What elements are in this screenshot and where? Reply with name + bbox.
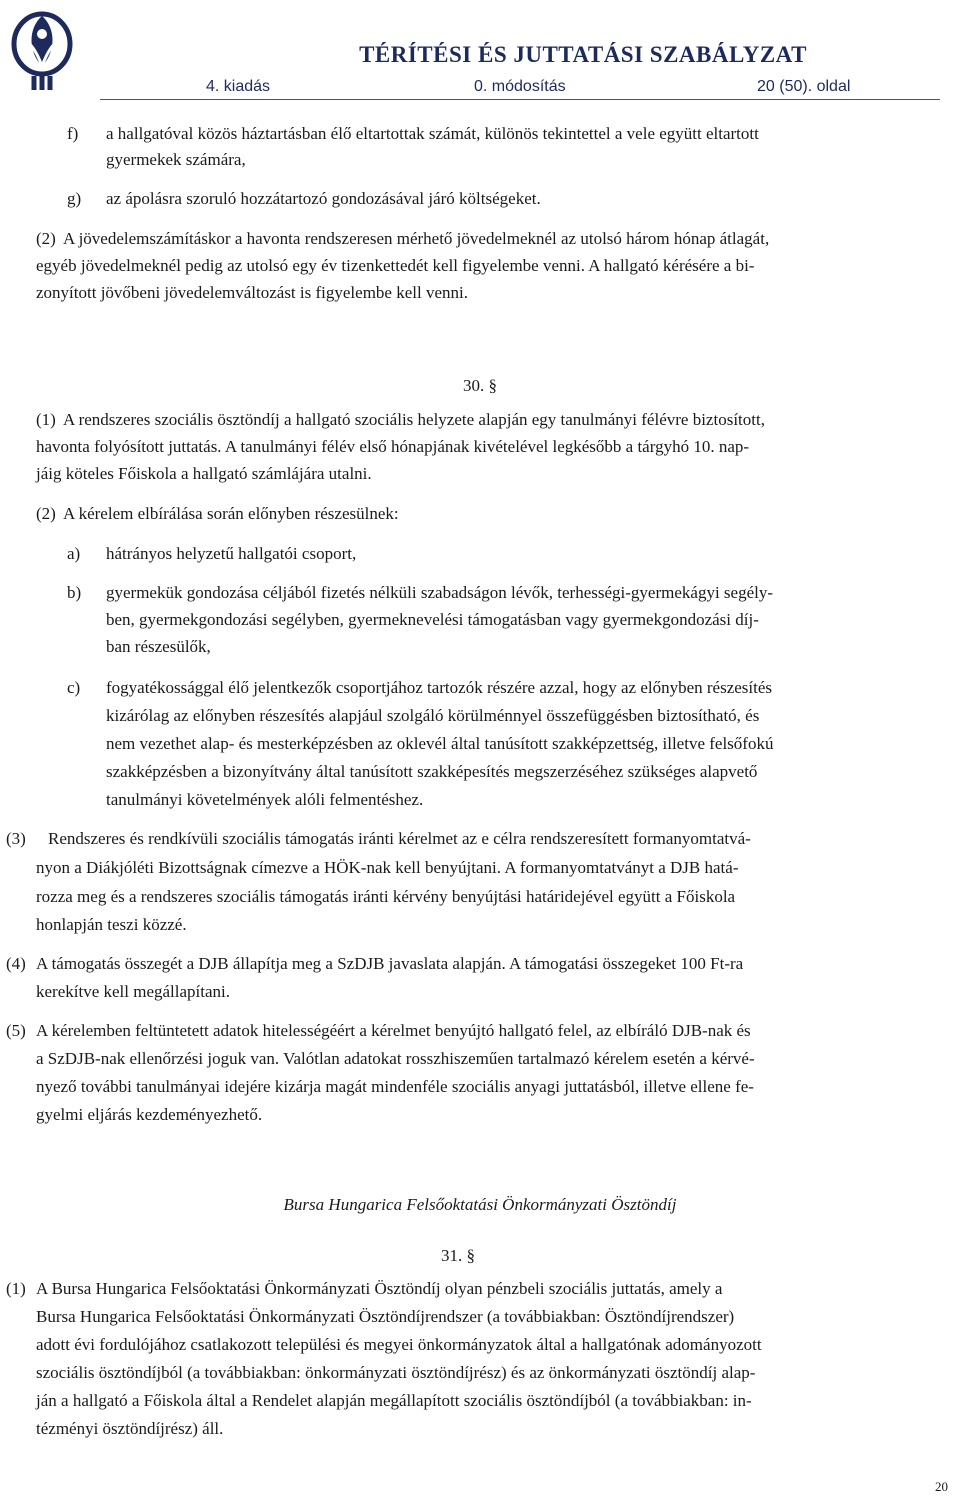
paragraph-text: gyelmi eljárás kezdeményezhető. [36,1105,263,1124]
list-item-text: az ápolásra szoruló hozzátartozó gondozásával járó költségeket. [106,189,541,208]
institution-logo [6,6,78,92]
edition-label: 4. kiadás [206,78,271,95]
modification-label: 0. módosítás [474,78,566,95]
section-heading: 31. § [441,1246,475,1265]
paragraph-text: A kérelem elbírálása során előnyben részesülnek: [63,504,399,523]
paragraph-text: zonyított jövőbeni jövedelemváltozást is figyelembe kell venni. [36,283,468,302]
paragraph-text: a SzDJB-nak ellenőrzési joguk van. Valótlan adatokat rosszhiszeműen tartalmazó kérelem esetén a kérvé- [36,1049,755,1068]
paragraph-text: A kérelemben feltüntetett adatok hitelességéért a kérelmet benyújtó hallgató felel, az elbíráló DJB-nak és [36,1021,751,1040]
paragraph-label: (2) [36,504,56,523]
paragraph-label: (3) [6,829,26,848]
list-item-text: a hallgatóval közös háztartásban élő eltartottak számát, különös tekintettel a vele együtt eltartott [106,124,759,143]
paragraph-text: A rendszeres szociális ösztöndíj a hallgató szociális helyzete alapján egy tanulmányi félévre biztosított, [63,410,765,429]
paragraph-text: egyéb jövedelmeknél pedig az utolsó egy év tizenkettedét kell figyelembe venni. A hallgató kérésére a bi- [36,256,755,275]
list-label: f) [67,124,79,143]
paragraph-text: honlapján teszi közzé. [36,915,187,934]
list-item-text: ban részesülők, [106,637,211,656]
paragraph-text: A jövedelemszámításkor a havonta rendszeresen mérhető jövedelmeknél az utolsó három hónap átlagát, [63,229,770,248]
list-item-text: kizárólag az előnyben részesítés alapjául szolgáló körülménnyel összefüggésben biztosítható, és [106,706,760,725]
page-number: 20 [935,1479,948,1494]
paragraph-text: A támogatás összegét a DJB állapítja meg a SzDJB javaslata alapján. A támogatási összegeket 100 Ft-ra [36,954,744,973]
paragraph-text: szociális ösztöndíjból (a továbbiakban: önkormányzati ösztöndíjrész) és az önkormányzati ösztöndíj alap- [36,1363,756,1382]
list-item-text: nem vezethet alap- és mesterképzésben az oklevél által tanúsított szakképzettség, illetve felsőfokú [106,734,774,753]
section-subtitle: Bursa Hungarica Felsőoktatási Önkormányzati Ösztöndíj [283,1195,677,1214]
page-indicator: 20 (50). oldal [757,78,851,95]
paragraph-text: A Bursa Hungarica Felsőoktatási Önkormányzati Ösztöndíj olyan pénzbeli szociális juttatás, amely a [36,1279,723,1298]
paragraph-text: ján a hallgató a Főiskola által a Rendelet alapján megállapított szociális ösztöndíjból (a továbbiakban: in- [36,1391,752,1410]
list-label: g) [67,189,82,208]
list-item-text: ben, gyermekgondozási segélyben, gyermeknevelési támogatásban vagy gyermekgondozási díj- [106,610,759,629]
paragraph-text: jáig köteles Főiskola a hallgató számlájára utalni. [36,464,372,483]
paragraph-text: havonta folyósított juttatás. A tanulmányi félév első hónapjának kivételével legkésőbb a tárgyhó 10. nap- [36,437,750,456]
logo-emblem-icon [6,6,78,92]
paragraph-label: (1) [36,410,56,429]
list-item-text: hátrányos helyzetű hallgatói csoport, [106,544,357,563]
paragraph-text: kerekítve kell megállapítani. [36,982,231,1001]
document-title: TÉRÍTÉSI ÉS JUTTATÁSI SZABÁLYZAT [359,42,807,67]
list-label: a) [67,544,81,563]
paragraph-text: Bursa Hungarica Felsőoktatási Önkormányzati Ösztöndíjrendszer (a továbbiakban: Ösztöndíjrendszer) [36,1307,735,1326]
list-item-text: gyermekek számára, [106,150,246,169]
paragraph-text: nyon a Diákjóléti Bizottságnak címezve a HÖK-nak kell benyújtani. A formanyomtatványt a DJB hatá- [36,858,739,877]
paragraph-text: Rendszeres és rendkívüli szociális támogatás iránti kérelmet az e célra rendszeresített formanyomtatvá- [48,829,751,848]
paragraph-label: (2) [36,229,56,248]
list-item-text: szakképzésben a bizonyítvány által tanúsított szakképesítés megszerzéséhez szükséges alapvető [106,762,758,781]
list-label: b) [67,583,82,602]
list-label: c) [67,678,81,697]
list-item-text: gyermekük gondozása céljából fizetés nélküli szabadságon lévők, terhességi-gyermekágyi segély- [106,583,774,602]
paragraph-label: (5) [6,1021,26,1040]
list-item-text: fogyatékossággal élő jelentkezők csoportjához tartozók részére azzal, hogy az előnyben részesítés [106,678,773,697]
header-divider [100,99,940,100]
paragraph-label: (4) [6,954,26,973]
list-item-text: tanulmányi követelmények alóli felmentéshez. [106,790,424,809]
paragraph-text: rozza meg és a rendszeres szociális támogatás iránti kérvény benyújtási határidejével együtt a Főiskola [36,887,736,906]
paragraph-text: nyező további tanulmányai idejére kizárja magát mindenféle szociális anyagi juttatásból, illetve ellene fe- [36,1077,754,1096]
paragraph-text: adott évi fordulójához csatlakozott települési és megyei önkormányzatok által a hallgatónak adományozott [36,1335,762,1354]
paragraph-label: (1) [6,1279,26,1298]
paragraph-text: tézményi ösztöndíjrész) áll. [36,1419,224,1438]
section-heading: 30. § [463,376,497,395]
